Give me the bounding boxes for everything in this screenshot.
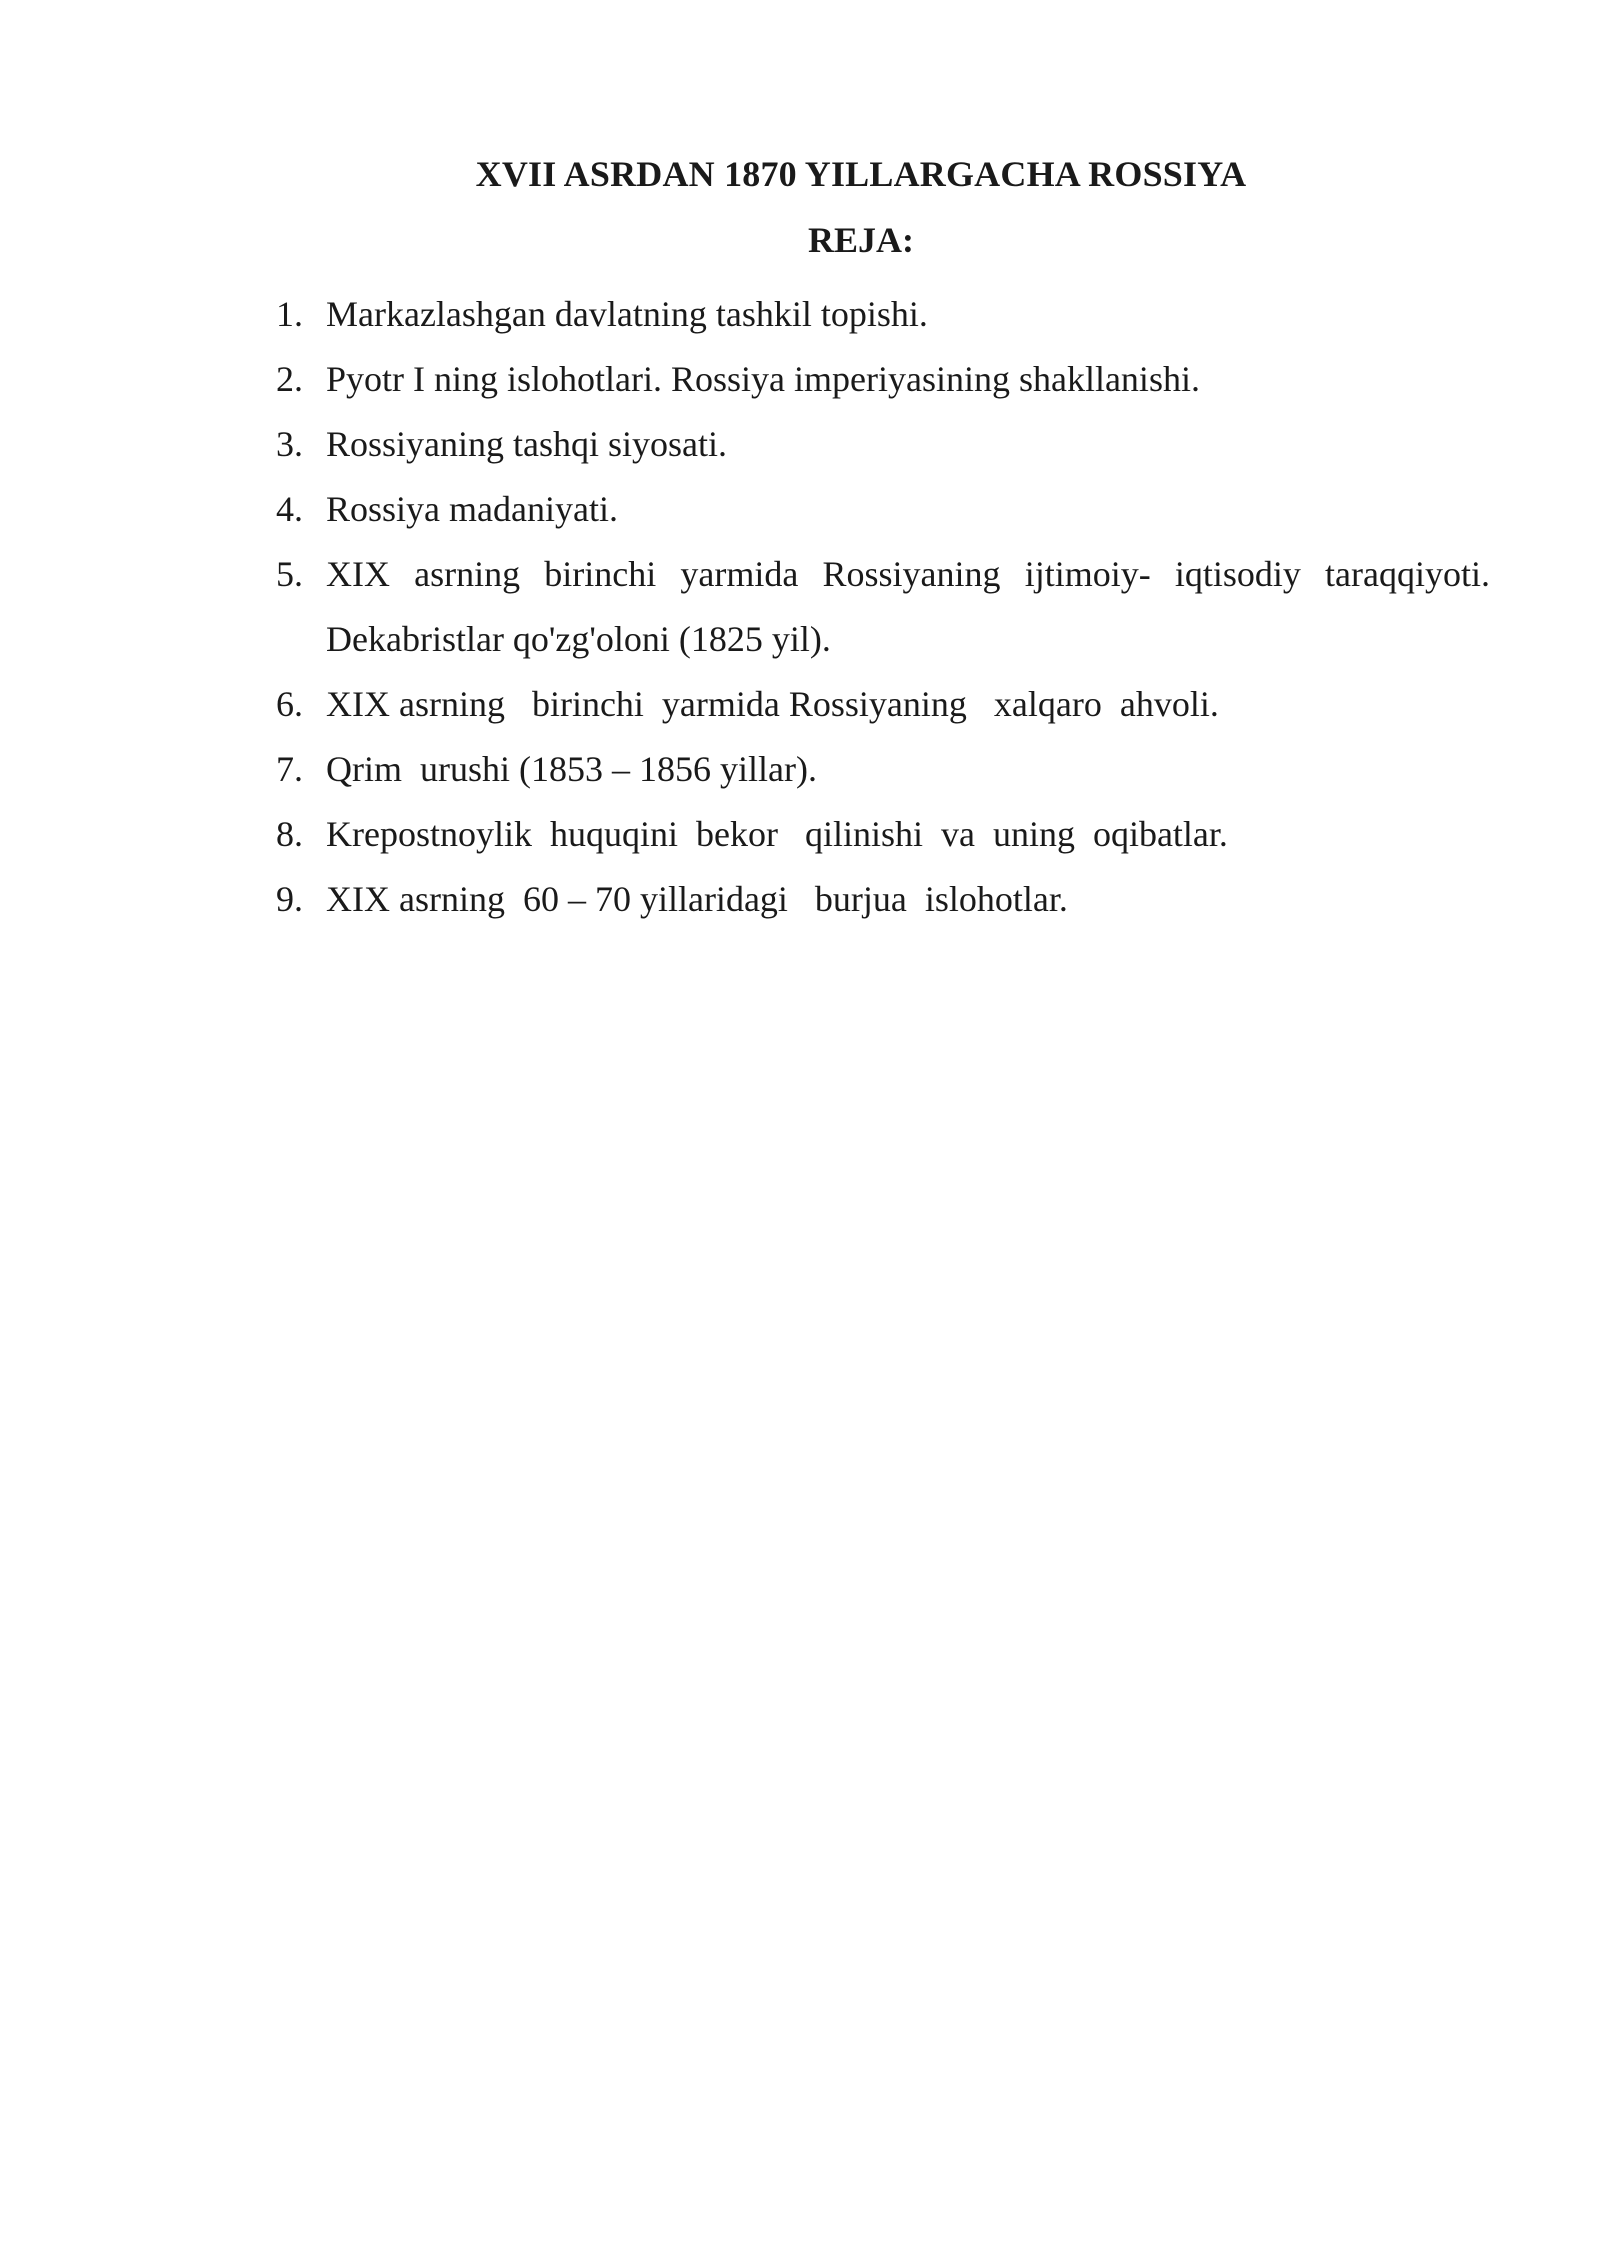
plan-item-3 bbox=[276, 412, 1490, 477]
plan-item-4 bbox=[276, 477, 1490, 542]
plan-item-1 bbox=[276, 282, 1490, 347]
plan-item-2 bbox=[276, 347, 1490, 412]
plan-item-6 bbox=[276, 672, 1490, 737]
plan-item-number: 1. bbox=[276, 294, 303, 334]
plan-item-text: XIX asrning birinchi yarmida Rossiyaning xalqaro ahvoli. bbox=[326, 684, 1219, 724]
plan-item-number: 5. bbox=[276, 554, 303, 594]
plan-item-7 bbox=[276, 737, 1490, 802]
plan-item-text: Qrim urushi (1853 – 1856 yillar). bbox=[326, 749, 817, 789]
plan-item-text: Rossiyaning tashqi siyosati. bbox=[326, 424, 728, 464]
plan-heading: REJA: bbox=[808, 220, 914, 260]
plan-item-text: Pyotr I ning islohotlari. Rossiya imperiyasining shakllanishi. bbox=[326, 359, 1200, 399]
plan-item-number: 2. bbox=[276, 359, 303, 399]
plan-item-number: 4. bbox=[276, 489, 303, 529]
plan-item-number: 6. bbox=[276, 684, 303, 724]
plan-item-number: 9. bbox=[276, 879, 303, 919]
document-title: XVII ASRDAN 1870 YILLARGACHA ROSSIYA bbox=[475, 154, 1247, 194]
plan-list bbox=[276, 282, 1499, 932]
plan-item-number: 8. bbox=[276, 814, 303, 854]
plan-item-5 bbox=[276, 542, 1499, 672]
plan-item-8 bbox=[276, 802, 1490, 867]
plan-item-number: 3. bbox=[276, 424, 303, 464]
plan-item-9 bbox=[276, 867, 1490, 932]
plan-item-text: Rossiya madaniyati. bbox=[326, 489, 618, 529]
plan-item-text: Krepostnoylik huquqini bekor qilinishi va uning oqibatlar. bbox=[326, 814, 1228, 854]
plan-item-text: Markazlashgan davlatning tashkil topishi. bbox=[326, 294, 928, 334]
plan-item-number: 7. bbox=[276, 749, 303, 789]
plan-item-text: XIX asrning birinchi yarmida Rossiyaning ijtimoiy- iqtisodiy taraqqiyoti. Dekabristlar qo'zg'oloni (1825 yil). bbox=[326, 554, 1499, 659]
plan-item-text: XIX asrning 60 – 70 yillaridagi burjua islohotlar. bbox=[326, 879, 1068, 919]
